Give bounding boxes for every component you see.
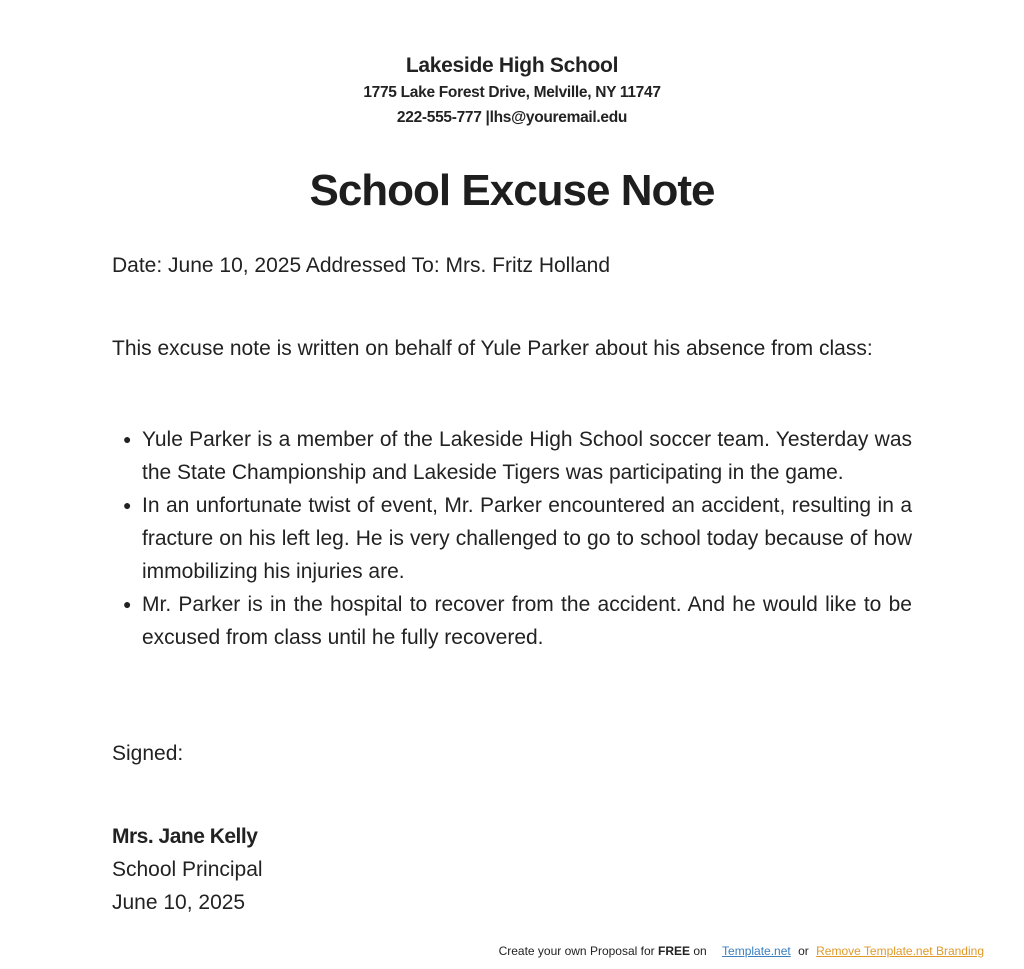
letterhead [0, 52, 1024, 130]
list-item [123, 423, 912, 489]
branding-footer [499, 942, 984, 960]
reason-text: In an unfortunate twist of event, Mr. Parker encountered an accident, resulting in a fracture on his left leg. He is very challenged to go to school today because of how immobilizing his injuries are. [142, 494, 912, 583]
remove-branding-link[interactable]: Remove Template.net Branding [816, 944, 984, 958]
footer-on: on [690, 944, 707, 958]
template-net-link[interactable]: Template.net [722, 944, 791, 958]
bullet-icon: ● [123, 596, 132, 612]
signer-name: Mrs. Jane Kelly [112, 825, 258, 848]
signer-date: June 10, 2025 [112, 891, 246, 914]
signer-role: School Principal [112, 858, 263, 881]
reason-text: Mr. Parker is in the hospital to recover from the accident. And he would like to be excused from class until he fully recovered. [142, 593, 912, 649]
footer-or: or [798, 944, 809, 958]
document-title: School Excuse Note [309, 166, 715, 215]
footer-prefix: Create your own Proposal for [498, 944, 658, 958]
bullet-icon: ● [123, 431, 132, 447]
list-item [123, 588, 912, 654]
reason-text: Yule Parker is a member of the Lakeside High School soccer team. Yesterday was the State Championship and Lakeside Tigers was participating in the game. [142, 428, 912, 484]
school-name: Lakeside High School [405, 54, 619, 77]
intro-paragraph: This excuse note is written on behalf of Yule Parker about his absence from class: [112, 337, 873, 360]
school-address: 1775 Lake Forest Drive, Melville, NY 11747 [363, 84, 661, 101]
footer-free: FREE [657, 944, 690, 958]
bullet-icon: ● [123, 497, 132, 513]
date-line: Date: June 10, 2025 Addressed To: Mrs. Fritz Holland [112, 254, 611, 277]
school-contact: 222-555-777 |lhs@youremail.edu [396, 109, 628, 126]
list-item [123, 489, 912, 588]
signed-label: Signed: [112, 742, 184, 765]
signature-block [112, 820, 912, 919]
reasons-list [123, 423, 912, 654]
